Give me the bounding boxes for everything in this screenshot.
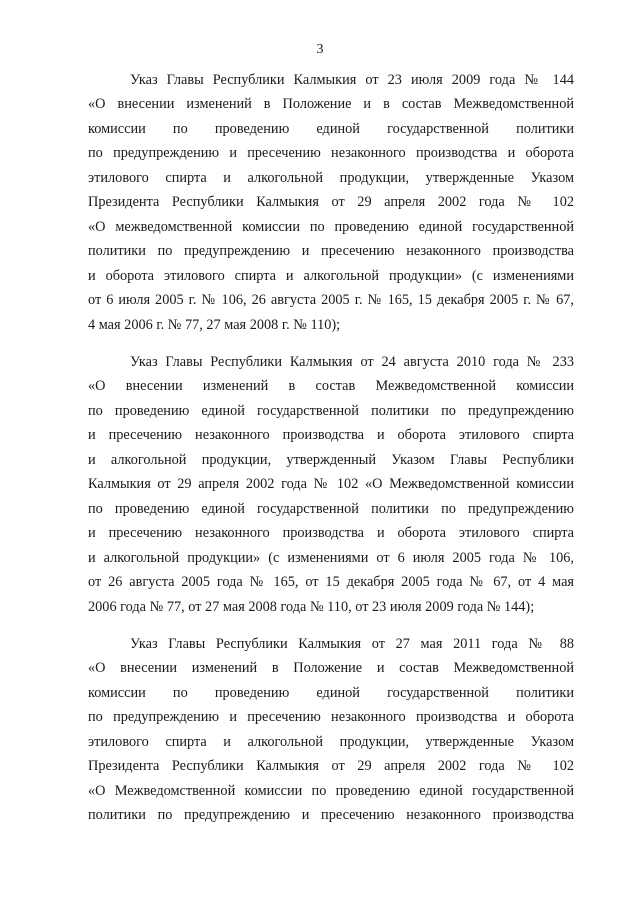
text-line: «О внесении изменений в Положение и состав Межведомственной <box>88 660 574 677</box>
text-line: 4 мая 2006 г. № 77, 27 мая 2008 г. № 110); <box>88 316 341 333</box>
text-line: Указ Главы Республики Калмыкия от 24 августа 2010 года № 233 <box>130 353 574 370</box>
text-line: Калмыкия от 29 апреля 2002 года № 102 «О Межведомственной комиссии <box>88 476 574 493</box>
paragraph-decree-2011 <box>88 632 574 828</box>
text-line: по предупреждению и пресечению незаконного производства и оборота <box>88 145 574 162</box>
text-line: Президента Республики Калмыкия от 29 апреля 2002 года № 102 <box>88 194 574 211</box>
text-line: этилового спирта и алкогольной продукции, утвержденные Указом <box>88 169 574 186</box>
text-line: этилового спирта и алкогольной продукции, утвержденные Указом <box>88 733 574 750</box>
paragraph-decree-2009 <box>88 68 574 337</box>
text-line: и оборота этилового спирта и алкогольной продукции» (с изменениями <box>88 267 574 284</box>
text-line: и пресечению незаконного производства и оборота этилового спирта <box>88 427 574 444</box>
text-line: «О межведомственной комиссии по проведению единой государственной <box>88 218 574 235</box>
text-line: и алкогольной продукции» (с изменениями от 6 июля 2005 года № 106, <box>88 549 574 566</box>
text-line: комиссии по проведению единой государственной политики <box>88 684 574 701</box>
text-line: «О Межведомственной комиссии по проведению единой государственной <box>88 782 574 799</box>
text-line: и пресечению незаконного производства и оборота этилового спирта <box>88 525 574 542</box>
text-line: по проведению единой государственной политики по предупреждению <box>88 402 574 419</box>
paragraph-decree-2010 <box>88 350 574 619</box>
text-line: от 6 июля 2005 г. № 106, 26 августа 2005 г. № 165, 15 декабря 2005 г. № 67, <box>88 292 574 309</box>
text-line: «О внесении изменений в состав Межведомственной комиссии <box>88 378 574 395</box>
text-line: и алкогольной продукции, утвержденный Указом Главы Республики <box>88 451 574 468</box>
document-body <box>88 68 574 841</box>
text-line: Указ Главы Республики Калмыкия от 23 июля 2009 года № 144 <box>130 72 574 88</box>
text-line: от 26 августа 2005 года № 165, от 15 декабря 2005 года № 67, от 4 мая <box>88 574 574 591</box>
page-number: 3 <box>316 42 324 57</box>
text-line: политики по предупреждению и пресечению незаконного производства <box>88 807 574 824</box>
text-line: комиссии по проведению единой государственной политики <box>88 120 574 137</box>
text-line: по проведению единой государственной политики по предупреждению <box>88 500 574 517</box>
text-line: «О внесении изменений в Положение и в состав Межведомственной <box>88 96 574 113</box>
text-line: по предупреждению и пресечению незаконного производства и оборота <box>88 709 574 726</box>
text-line: Президента Республики Калмыкия от 29 апреля 2002 года № 102 <box>88 758 574 775</box>
text-line: политики по предупреждению и пресечению незаконного производства <box>88 243 574 260</box>
text-line: Указ Главы Республики Калмыкия от 27 мая 2011 года № 88 <box>130 635 574 652</box>
text-line: 2006 года № 77, от 27 мая 2008 года № 110, от 23 июля 2009 года № 144); <box>88 598 535 615</box>
